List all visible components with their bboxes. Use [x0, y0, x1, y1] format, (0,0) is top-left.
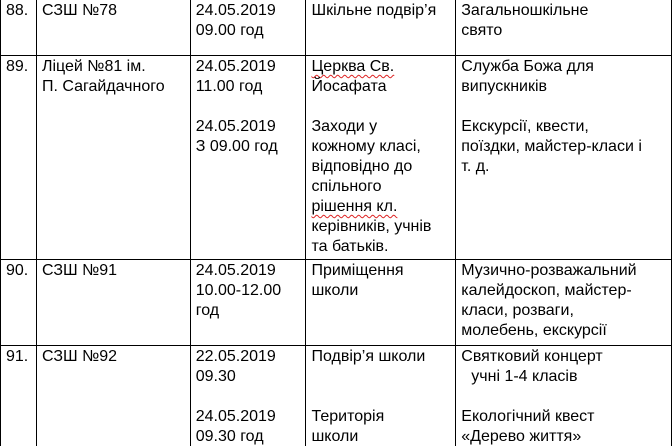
spacer	[311, 387, 451, 407]
table-row	[1, 346, 672, 446]
row-number-cell	[1, 56, 37, 260]
event-text: Загальношкільне	[461, 2, 589, 19]
time-text: 11.00 год	[195, 78, 263, 95]
event-cell	[456, 0, 672, 56]
time-text: 09.00 год	[195, 22, 264, 39]
event-text: калейдоскоп, майстер-	[461, 282, 632, 299]
school-cell	[36, 260, 190, 346]
place-text: школи	[311, 428, 359, 445]
time-text: 09.30 год	[195, 428, 264, 445]
date-text: 22.05.2019	[195, 348, 276, 365]
date-text: 24.05.2019	[195, 262, 276, 279]
event-text: Екологічний квест	[461, 408, 595, 425]
row-number-cell	[1, 0, 37, 56]
spacer	[311, 367, 451, 387]
place-text: Шкільне подвір’я	[311, 2, 437, 19]
row-number: 89.	[6, 58, 29, 75]
place-text: керівників, учнів	[311, 218, 432, 235]
event-text: свято	[461, 22, 503, 39]
school-name: Ліцей №81 ім.	[41, 58, 146, 75]
row-number: 91.	[6, 348, 29, 365]
row-number: 88.	[6, 2, 29, 19]
place-text: рішення кл.	[311, 198, 398, 215]
place-text: відповідно до	[311, 158, 413, 175]
row-number: 90.	[6, 262, 29, 279]
date-cell	[190, 0, 306, 56]
time-text: 09.30	[195, 368, 236, 385]
event-text: молебень, екскурсії	[461, 322, 607, 339]
event-cell	[456, 346, 672, 446]
table-row	[1, 56, 672, 260]
place-cell	[306, 346, 456, 446]
spacer	[311, 97, 451, 117]
date-cell	[190, 346, 306, 446]
place-text: Церква Св.	[311, 58, 395, 75]
place-text: Заходи у	[311, 118, 378, 135]
event-cell	[456, 56, 672, 260]
place-text: Йосафата	[311, 78, 387, 95]
row-number-cell	[1, 346, 37, 446]
spacer	[461, 387, 667, 407]
place-cell	[306, 260, 456, 346]
spacer	[196, 387, 302, 407]
school-name: П. Сагайдачного	[41, 78, 165, 95]
event-text: випускників	[461, 78, 548, 95]
event-text: Екскурсії, квести,	[461, 118, 589, 135]
place-text: та батьків.	[311, 238, 389, 255]
event-text: учні 1-4 класів	[471, 368, 578, 385]
event-text: Музично-розважальний	[461, 262, 637, 279]
time-text: год	[195, 302, 220, 319]
place-text: Подвір’я школи	[311, 348, 426, 365]
school-name: СЗШ №92	[41, 348, 118, 365]
date-text: 24.05.2019	[195, 408, 276, 425]
school-cell	[36, 56, 190, 260]
date-cell	[190, 56, 306, 260]
row-number-cell	[1, 260, 37, 346]
place-text: Приміщення	[311, 262, 404, 279]
event-text: поїздки, майстер-класи і	[461, 138, 642, 155]
spacer	[196, 97, 302, 117]
date-cell	[190, 260, 306, 346]
table-row	[1, 0, 672, 56]
school-name: СЗШ №78	[41, 2, 118, 19]
school-name: СЗШ №91	[41, 262, 118, 279]
date-text: 24.05.2019	[195, 118, 276, 135]
time-text: З 09.00 год	[195, 138, 278, 155]
school-cell	[36, 346, 190, 446]
place-cell	[306, 56, 456, 260]
place-text: Територія	[311, 408, 385, 425]
place-text: спільного	[311, 178, 382, 195]
date-text: 24.05.2019	[195, 58, 276, 75]
spacer	[461, 97, 667, 117]
school-cell	[36, 0, 190, 56]
place-cell	[306, 0, 456, 56]
event-cell	[456, 260, 672, 346]
place-text: школи	[311, 282, 359, 299]
event-text: т. д.	[461, 158, 490, 175]
date-text: 24.05.2019	[195, 2, 276, 19]
place-text: кожному класі,	[311, 138, 421, 155]
event-text: Служба Божа для	[461, 58, 594, 75]
event-text: класи, розваги,	[461, 302, 574, 319]
event-text: «Дерево життя»	[461, 428, 582, 445]
time-text: 10.00-12.00	[195, 282, 282, 299]
table-row	[1, 260, 672, 346]
event-text: Святковий концерт	[461, 348, 603, 365]
